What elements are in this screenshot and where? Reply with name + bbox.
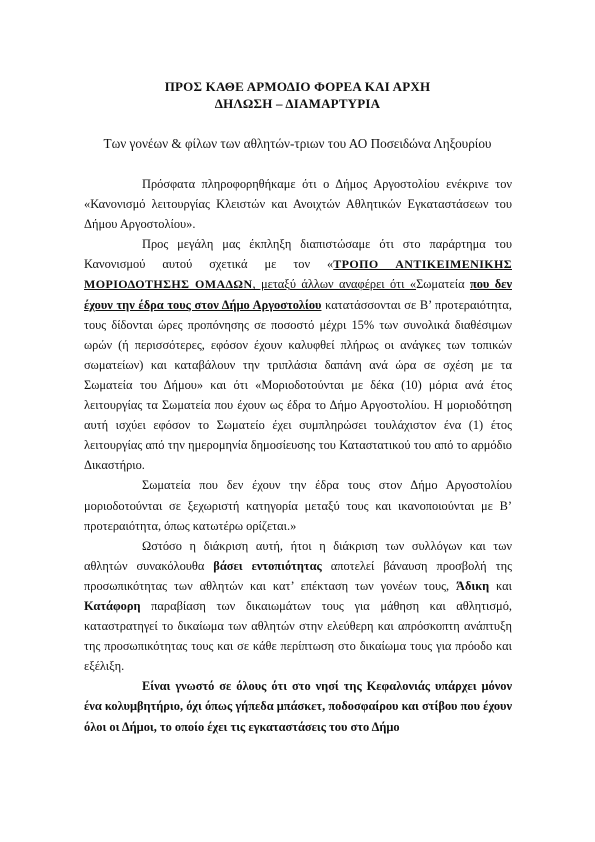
paragraph-2 xyxy=(84,234,512,475)
paragraph-4 xyxy=(84,536,512,677)
paragraph-2-text-a: Προς μεγάλη μας έκπληξη διαπιστώσαμε ότι στο παράρτημα του Κανονισμού αυτού σχετικά με τον « xyxy=(84,237,512,272)
paragraph-4-text-a: Ωστόσο η διάκριση αυτή, ήτοι η διάκριση των συλλόγων και των αθλητών συνακόλουθα xyxy=(84,538,512,573)
document-subtitle: Των γονέων & φίλων των αθλητών-τριων του ΑΟ Ποσειδώνα Ληξουρίου xyxy=(103,136,492,151)
paragraph-4-emphasis-unfair: Άδικη xyxy=(456,578,490,593)
paragraph-4-text-g: παραβίαση των δικαιωμάτων τους για μάθηση και αθλητισμό, καταστρατηγεί το δικαίωμα των αθλητών στην ελεύθερη και απρόσκοπτη ανάπτυξη της προσωπικότητας τους και σε κάθε περίπτωση στο δικαίωμα τους για πρόοδο και εξέλιξη. xyxy=(84,598,512,674)
paragraph-2-emphasis-seat: που δεν έχουν την έδρα τους στον Δήμο Αργοστολίου xyxy=(84,277,512,312)
paragraph-2-text-f: κατατάσσονται σε Β’ προτεραιότητα, τους δίδονται ώρες προπόνησης σε ποσοστό μέχρι 15% των συνολικά διαθέσιμων ωρών (ή περισσότερες, εφόσον έχουν καλυφθεί πλήρως οι ανάγκες των τοπικών σωματείων) και καταβάλουν την τριπλάσια δαπάνη ανά ώρα σε σχέση με τα Σωματεία του Δήμου» και ότι «Μοριοδοτούνται με δέκα (10) μόρια ανά έτος λειτουργίας τα Σωματεία που έχουν ως έδρα το Δήμο Αργοστολίου. Η μοριοδότηση αυτή ισχύει εφόσον το Σωματείο έχει συμπληρώσει τουλάχιστον ένα (1) έτος λειτουργίας από την ημερομηνία δημοσίευσης του Καταστατικού του από το αρμόδιο Δικαστήριο. xyxy=(84,297,513,473)
paragraph-1: Πρόσφατα πληροφορηθήκαμε ότι ο Δήμος Αργοστολίου ενέκρινε τον «Κανονισμό λειτουργίας Κλειστών και Ανοιχτών Αθλητικών Εγκαταστάσεων του Δήμου Αργοστολίου». xyxy=(84,177,512,232)
paragraph-4-emphasis-flagrant: Κατάφορη xyxy=(84,598,141,613)
paragraph-2-text-c: , μεταξύ άλλων αναφέρει ότι « xyxy=(252,277,417,292)
paragraph-4-text-e: και xyxy=(489,578,512,593)
paragraph-4-emphasis-locality: βάσει εντοπιότητας xyxy=(213,558,322,573)
paragraph-5: Είναι γνωστό σε όλους ότι στο νησί της Κεφαλονιάς υπάρχει μόνον ένα κολυμβητήριο, όχι όπως γήπεδα μπάσκετ, ποδοσφαίρου και στίβου που έχουν όλοι οι Δήμοι, το οποίο έχει τις εγκαταστάσεις του στο Δήμο xyxy=(84,679,512,734)
heading-line-2: ΔΗΛΩΣΗ – ΔΙΑΜΑΡΤΥΡΙΑ xyxy=(214,96,381,111)
paragraph-2-emphasis-title: ΤΡΟΠΟ ΑΝΤΙΚΕΙΜΕΝΙΚΗΣ ΜΟΡΙΟΔΟΤΗΣΗΣ ΟΜΑΔΩΝ xyxy=(84,257,512,292)
document-body xyxy=(84,174,512,737)
paragraph-3: Σωματεία που δεν έχουν την έδρα τους στον Δήμο Αργοστολίου μοριοδοτούνται σε ξεχωριστή κατηγορία μεταξύ τους και ικανοποιούνται με Β’ προτεραιότητα, όπως κατωτέρω ορίζεται.» xyxy=(84,478,512,533)
paragraph-4-text-c: αποτελεί βάναυση προσβολή της προσωπικότητας των αθλητών και κατ’ επέκταση των γονέων τους, xyxy=(84,558,512,593)
heading-line-1: ΠΡΟΣ ΚΑΘΕ ΑΡΜΟΔΙΟ ΦΟΡΕΑ ΚΑΙ ΑΡΧΗ xyxy=(164,79,431,94)
paragraph-2-text-d: Σωματεία xyxy=(416,277,470,292)
